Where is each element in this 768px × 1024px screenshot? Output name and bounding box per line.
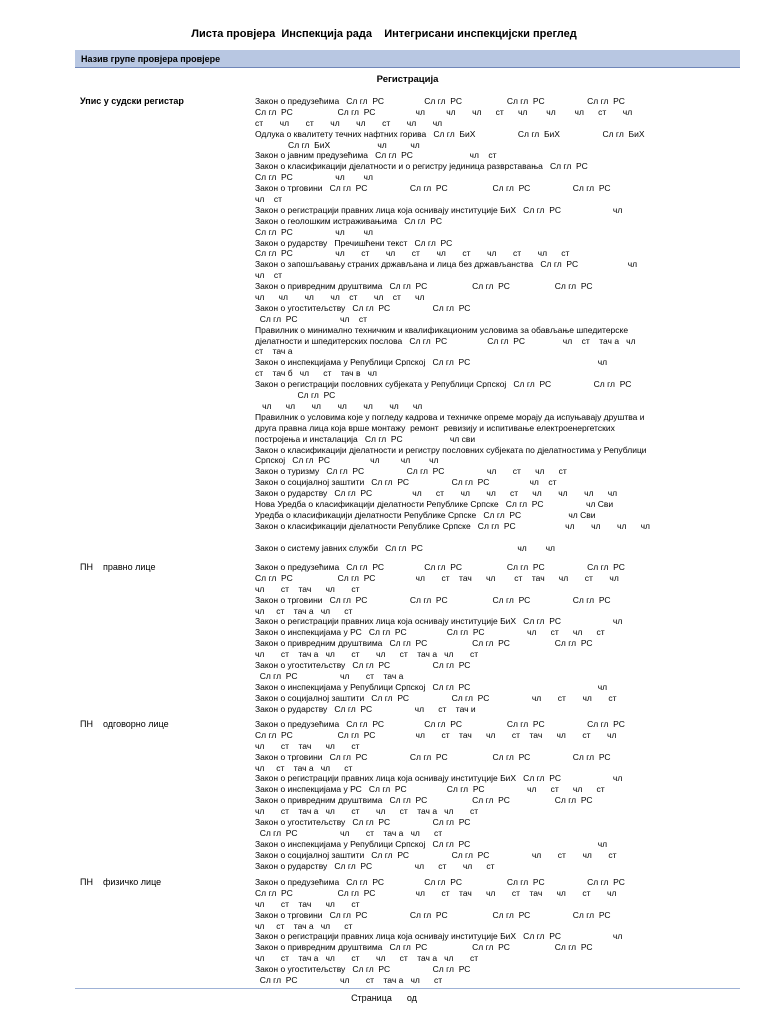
law-line: чл ст тач а чл ст (255, 920, 353, 931)
law-line: Закон о трговини Сл гл РС Сл гл РС Сл гл РС Сл гл РС (255, 183, 611, 194)
law-line: Закон о угоститељству Сл гл РС Сл гл РС (255, 660, 471, 671)
law-line: Закон о јавним предузећима Сл гл РС чл ст (255, 150, 497, 161)
law-line: Закон о инспекцијама у РС Сл гл РС Сл гл РС чл ст чл ст (255, 627, 605, 638)
law-line: Сл гл РС Сл гл РС чл ст тач чл ст тач чл ст чл (255, 729, 617, 740)
law-line: Сл гл РС (255, 390, 336, 401)
law-line: Закон о инспекцијама у Републици Српској Сл гл РС чл (255, 357, 608, 368)
law-line: чл чл чл чл чл чл чл (255, 400, 423, 411)
law-line: чл чл чл чл ст чл ст чл (255, 292, 425, 303)
law-line: Закон о угоститељству Сл гл РС Сл гл РС (255, 964, 471, 975)
law-line: Уредба о класификацији дјелатности Републике Српске Сл гл РС чл Сви (255, 509, 596, 520)
law-line: Закон о привредним друштвима Сл гл РС Сл гл РС Сл гл РС (255, 638, 593, 649)
law-line: Сл гл РС чл ст (255, 313, 367, 324)
law-line: Закон о трговини Сл гл РС Сл гл РС Сл гл РС Сл гл РС (255, 751, 611, 762)
law-line: Закон о регистрацији правних лица која оснивају институције БиХ Сл гл РС чл (255, 204, 623, 215)
law-line: Закон о регистрацији правних лица која оснивају институције БиХ Сл гл РС чл (255, 931, 623, 942)
law-line: Закон о запошљавању страних држављана и лица без држављанства Сл гл РС чл (255, 259, 638, 270)
law-line: Закон о регистрацији правних лица која оснивају институције БиХ Сл гл РС чл (255, 616, 623, 627)
law-line: друга правна лица која врше монтажу ремонт ревизију и испитивање електроенергетских (255, 422, 615, 433)
law-line: Закон о инспекцијама у Републици Српској Сл гл РС чл (255, 838, 608, 849)
law-line: Закон о предузећима Сл гл РС Сл гл РС Сл гл РС Сл гл РС (255, 877, 625, 887)
law-line: дјелатности и шпедитерских послова Сл гл РС Сл гл РС чл ст тач а чл (255, 335, 636, 346)
law-line: ст тач б чл ст тач в чл (255, 368, 377, 379)
law-line: Сл гл РС чл чл (255, 172, 373, 183)
group-label: Упис у судски регистар (80, 96, 184, 106)
law-line: чл ст (255, 270, 282, 281)
law-line: чл ст тач а чл ст чл ст тач а чл ст (255, 953, 479, 964)
law-line: чл ст (255, 194, 282, 205)
law-line: Сл гл БиХ чл чл (255, 139, 420, 150)
law-line: чл ст тач а чл ст (255, 762, 353, 773)
law-line: Сл гл РС чл ст чл ст чл ст чл ст чл ст (255, 248, 570, 259)
page-title: Листа провјера Инспекција рада Интегрисани инспекцијски преглед (191, 28, 577, 40)
law-line: Српској Сл гл РС чл чл чл (255, 455, 439, 466)
law-line: Закон о предузећима Сл гл РС Сл гл РС Сл гл РС Сл гл РС (255, 96, 625, 106)
law-line: Правилник о условима које у погледу кадрова и техничке опреме морају да испуњавају друштва и (255, 411, 645, 422)
law-line: Нова Уредба о класификацији дјелатности Републике Српске Сл гл РС чл Сви (255, 498, 614, 509)
law-line: Закон о регистрацији пословних субјеката у Републици Српској Сл гл РС Сл гл РС (255, 379, 632, 390)
law-list (255, 719, 745, 871)
law-line: чл ст тач чл ст (255, 740, 360, 751)
law-line: Сл гл РС Сл гл РС чл ст тач чл ст тач чл ст чл (255, 572, 619, 583)
group-label: ПН одговорно лице (80, 719, 169, 729)
law-line: Закон о инспекцијама у Републици Српској Сл гл РС чл (255, 681, 608, 692)
law-line: Закон о угоститељству Сл гл РС Сл гл РС (255, 302, 471, 313)
group-header-bar: Назив групе провјера провјере (75, 50, 740, 68)
law-line: Закон о угоститељству Сл гл РС Сл гл РС (255, 817, 471, 828)
law-line: Одлука о квалитету течних нафтних горива Сл гл БиХ Сл гл БиХ Сл гл БиХ (255, 128, 645, 139)
law-line: Закон о привредним друштвима Сл гл РС Сл гл РС Сл гл РС (255, 795, 593, 806)
law-line: чл ст тач а чл ст чл ст тач а чл ст (255, 806, 479, 817)
page-number: Страница од (351, 993, 417, 1003)
law-line: постројења и инсталација Сл гл РС чл сви (255, 433, 476, 444)
law-line: ст чл ст чл чл ст чл чл (255, 117, 443, 128)
law-line: Закон о класификацији дјелатности и о регистру јединица разврставања Сл гл РС (255, 161, 588, 172)
law-line: Закон о привредним друштвима Сл гл РС Сл гл РС Сл гл РС (255, 942, 593, 953)
law-list (255, 96, 745, 553)
law-list (255, 877, 745, 986)
law-line: Закон о предузећима Сл гл РС Сл гл РС Сл гл РС Сл гл РС (255, 719, 625, 729)
law-line: ст тач а (255, 346, 293, 357)
law-line: Сл гл РС чл ст тач а (255, 670, 404, 681)
law-line: Закон о рударству Сл гл РС чл ст чл чл ст чл чл чл чл (255, 488, 618, 499)
law-line (255, 532, 745, 543)
law-list (255, 562, 745, 714)
group-label: ПН правно лице (80, 562, 156, 572)
law-line: Закон о трговини Сл гл РС Сл гл РС Сл гл РС Сл гл РС (255, 909, 611, 920)
law-line: Закон о рударству Пречишћени текст Сл гл РС (255, 237, 453, 248)
law-line: Закон о класификацији дјелатности Републике Српске Сл гл РС чл чл чл чл (255, 520, 650, 531)
law-line: Закон о туризму Сл гл РС Сл гл РС чл ст чл ст (255, 466, 567, 477)
law-line: чл ст тач а чл ст (255, 605, 353, 616)
section-title: Регистрација (376, 74, 439, 85)
law-line: Закон о социјалној заштити Сл гл РС Сл гл РС чл ст (255, 477, 557, 488)
group-label: ПН физичко лице (80, 877, 162, 887)
law-line: Сл гл РС чл ст тач а чл ст (255, 975, 443, 986)
law-line: чл ст тач чл ст (255, 583, 360, 594)
law-line: Закон о рударству Сл гл РС чл ст чл ст (255, 860, 495, 871)
law-line: Правилник о минимално техничким и квалификационим условима за обављање шпедитерске (255, 324, 629, 335)
law-line: Закон о геолошким истраживањима Сл гл РС (255, 215, 443, 226)
law-line: Сл гл РС Сл гл РС чл ст тач чл ст тач чл ст чл (255, 887, 617, 898)
law-line: Закон о регистрацији правних лица која оснивају институције БиХ Сл гл РС чл (255, 773, 623, 784)
law-line: Закон о рударству Сл гл РС чл ст тач и (255, 703, 476, 714)
law-line: Закон о класификацији дјелатности и регистру пословних субјеката по дјелатностима у Републици (255, 444, 647, 455)
law-line: Закон о социјалној заштити Сл гл РС Сл гл РС чл ст чл ст (255, 692, 617, 703)
footer-divider (75, 988, 740, 989)
law-line: Закон о социјалној заштити Сл гл РС Сл гл РС чл ст чл ст (255, 849, 617, 860)
law-line: Сл гл РС чл чл (255, 226, 373, 237)
law-line: Сл гл РС Сл гл РС чл чл чл ст чл чл чл ст чл (255, 106, 633, 117)
law-line: чл ст тач чл ст (255, 898, 360, 909)
law-line: чл ст тач а чл ст чл ст тач а чл ст (255, 649, 479, 660)
law-line: Закон о систему јавних служби Сл гл РС чл чл (255, 542, 555, 553)
law-line: Закон о трговини Сл гл РС Сл гл РС Сл гл РС Сл гл РС (255, 594, 611, 605)
law-line: Сл гл РС чл ст тач а чл ст (255, 827, 443, 838)
law-line: Закон о предузећима Сл гл РС Сл гл РС Сл гл РС Сл гл РС (255, 562, 625, 572)
law-line: Закон о привредним друштвима Сл гл РС Сл гл РС Сл гл РС (255, 281, 593, 292)
law-line: Закон о инспекцијама у РС Сл гл РС Сл гл РС чл ст чл ст (255, 784, 605, 795)
